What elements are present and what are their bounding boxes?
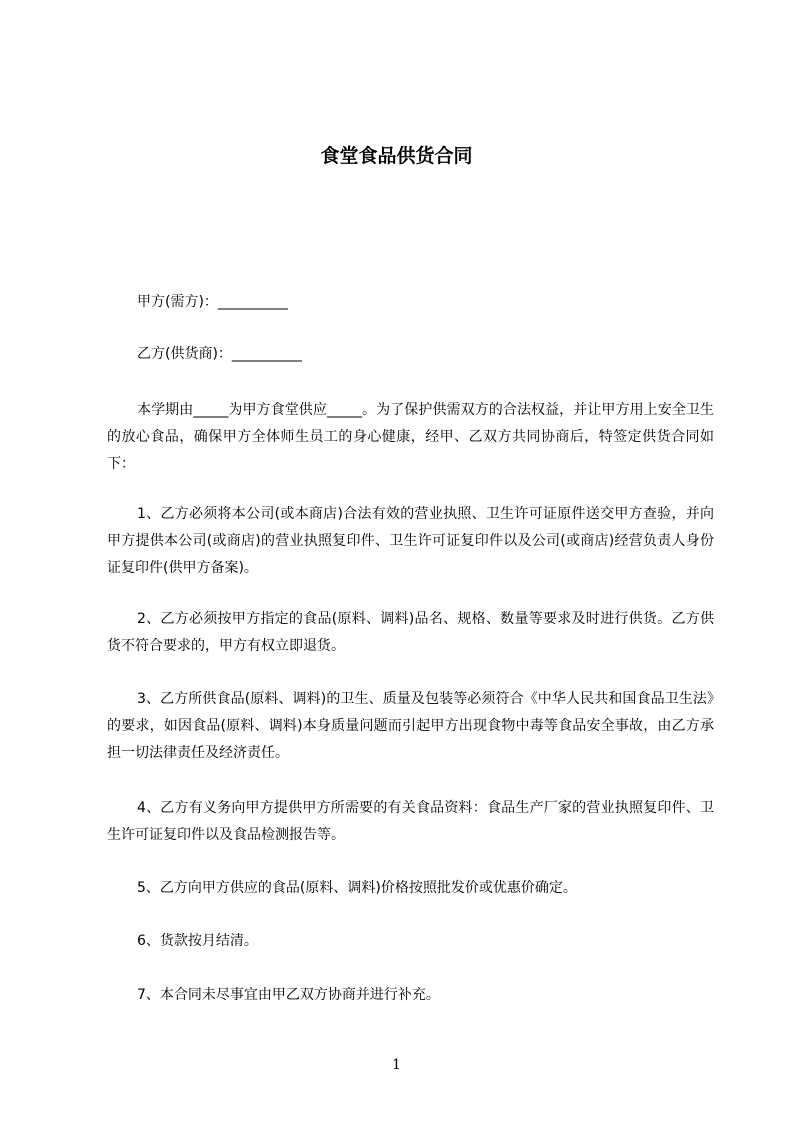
clause-7: 7、本合同未尽事宜由甲乙双方协商并进行补充。 [137, 987, 440, 1003]
clause-6: 6、货款按月结清。 [137, 933, 258, 949]
page-number: 1 [392, 1057, 401, 1073]
clause-3: 3、乙方所供食品(原料、调料)的卫生、质量及包装等必须符合《中华人民共和国食品卫生法》的要求，如因食品(原料、调料)本身质量问题而引起甲方出现食物中毒等食品安全事故，由乙方承担一切法律责任及经济责任。 [107, 691, 714, 761]
party-b-line: 乙方(供货商)：__________ [137, 346, 302, 362]
intro-paragraph: 本学期由_____为甲方食堂供应_____。为了保护供需双方的合法权益，并让甲方用上安全卫生的放心食品，确保甲方全体师生员工的身心健康，经甲、乙双方共同协商后，特签定供货合同如下： [107, 402, 714, 472]
clause-1: 1、乙方必须将本公司(或本商店)合法有效的营业执照、卫生许可证原件送交甲方查验，并向甲方提供本公司(或商店)的营业执照复印件、卫生许可证复印件以及公司(或商店)经营负责人身份证复印件(供甲方备案)。 [107, 506, 714, 576]
party-a-line: 甲方(需方)：__________ [137, 294, 288, 310]
clause-2: 2、乙方必须按甲方指定的食品(原料、调料)品名、规格、数量等要求及时进行供货。乙方供货不符合要求的，甲方有权立即退货。 [107, 611, 714, 654]
clause-4: 4、乙方有义务向甲方提供甲方所需要的有关食品资料：食品生产厂家的营业执照复印件、卫生许可证复印件以及食品检测报告等。 [107, 800, 714, 843]
clause-5: 5、乙方向甲方供应的食品(原料、调料)价格按照批发价或优惠价确定。 [137, 880, 577, 896]
document-title: 食堂食品供货合同 [320, 145, 473, 167]
